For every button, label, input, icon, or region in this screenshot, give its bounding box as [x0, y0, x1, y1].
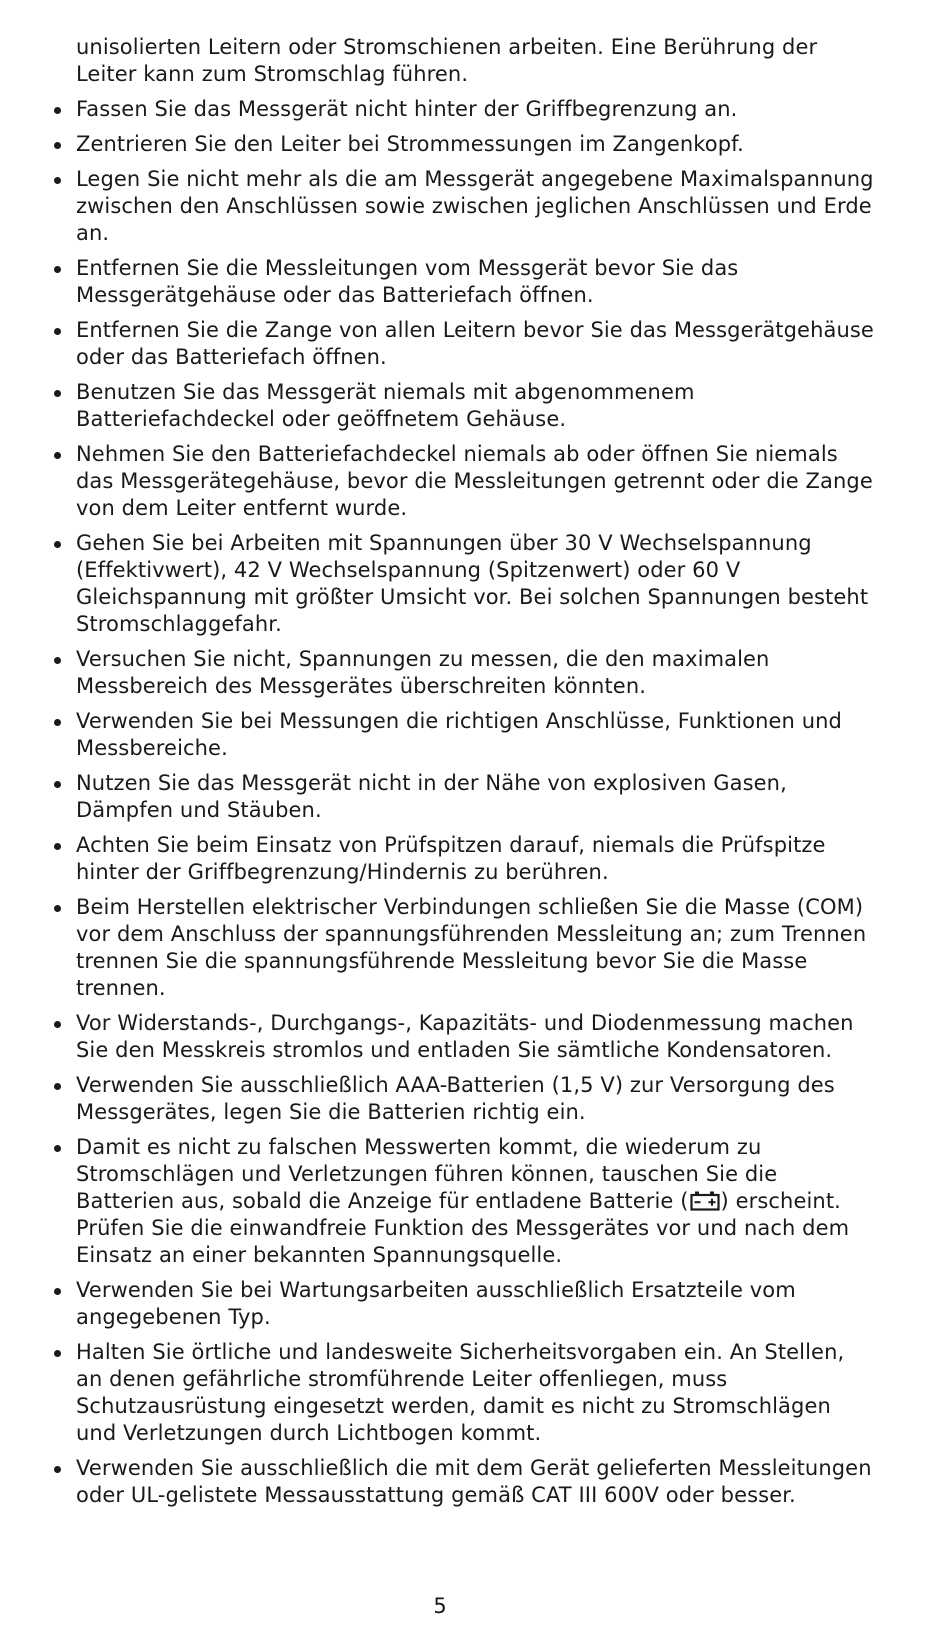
- list-item: Verwenden Sie bei Wartungsarbeiten ausschließlich Ersatzteile vom angegebenen Typ.: [76, 1277, 876, 1331]
- list-item: Versuchen Sie nicht, Spannungen zu messen, die den maximalen Messbereich des Messgerätes überschreiten könnten.: [76, 646, 876, 700]
- list-item: Gehen Sie bei Arbeiten mit Spannungen über 30 V Wechselspannung (Effektivwert), 42 V Wechselspannung (Spitzenwert) oder 60 V Gleichspannung mit größter Umsicht vor. Bei solchen Spannungen besteht Stromschlaggefahr.: [76, 530, 876, 638]
- bullet-icon: [54, 1466, 61, 1473]
- bullet-icon: [54, 781, 61, 788]
- list-item: Verwenden Sie ausschließlich die mit dem Gerät gelieferten Messleitungen oder UL-gelistete Messausstattung gemäß CAT III 600V oder besser.: [76, 1455, 876, 1509]
- bullet-icon: [54, 1145, 61, 1152]
- list-item: Verwenden Sie bei Messungen die richtigen Anschlüsse, Funktionen und Messbereiche.: [76, 708, 876, 762]
- battery-icon: [690, 1191, 720, 1211]
- list-item: Halten Sie örtliche und landesweite Sicherheitsvorgaben ein. An Stellen, an denen gefährliche stromführende Leiter offenliegen, muss Schutzausrüstung eingesetzt werden, damit es nicht zu Stromschlägen und Verletzungen durch Lichtbogen kommt.: [76, 1339, 876, 1447]
- list-item-battery: Damit es nicht zu falschen Messwerten kommt, die wiederum zu Stromschlägen und Verletzungen führen können, tauschen Sie die Batterien aus, sobald die Anzeige für entladene Batterie ( ) erscheint. Prüfen Sie die einwandfreie Funktion des Messgerätes vor und nach dem Einsatz an einer bekannten Spannungsquelle.: [76, 1134, 876, 1269]
- list-item: Vor Widerstands-, Durchgangs-, Kapazitäts- und Diodenmessung machen Sie den Messkreis stromlos und entladen Sie sämtliche Kondensatoren.: [76, 1010, 876, 1064]
- list-item: Entfernen Sie die Messleitungen vom Messgerät bevor Sie das Messgerätgehäuse oder das Batteriefach öffnen.: [76, 255, 876, 309]
- bullet-icon: [54, 266, 61, 273]
- bullet-icon: [54, 177, 61, 184]
- bullet-list: [76, 96, 876, 1509]
- list-item: Achten Sie beim Einsatz von Prüfspitzen darauf, niemals die Prüfspitze hinter der Griffbegrenzung/Hindernis zu berühren.: [76, 832, 876, 886]
- list-item: Legen Sie nicht mehr als die am Messgerät angegebene Maximalspannung zwischen den Anschlüssen sowie zwischen jeglichen Anschlüssen und Erde an.: [76, 166, 876, 247]
- list-item: Benutzen Sie das Messgerät niemals mit abgenommenem Batteriefachdeckel oder geöffnetem Gehäuse.: [76, 379, 876, 433]
- list-item: Entfernen Sie die Zange von allen Leitern bevor Sie das Messgerätgehäuse oder das Batteriefach öffnen.: [76, 317, 876, 371]
- bullet-icon: [54, 107, 61, 114]
- list-item: Fassen Sie das Messgerät nicht hinter der Griffbegrenzung an.: [76, 96, 876, 123]
- bullet-icon: [54, 390, 61, 397]
- bullet-icon: [54, 541, 61, 548]
- safety-instructions: [76, 34, 876, 1517]
- bullet-icon: [54, 843, 61, 850]
- bullet-icon: [54, 1350, 61, 1357]
- list-item: Verwenden Sie ausschließlich AAA-Batterien (1,5 V) zur Versorgung des Messgerätes, legen Sie die Batterien richtig ein.: [76, 1072, 876, 1126]
- bullet-icon: [54, 452, 61, 459]
- bullet-icon: [54, 1021, 61, 1028]
- list-item: Zentrieren Sie den Leiter bei Strommessungen im Zangenkopf.: [76, 131, 876, 158]
- bullet-icon: [54, 905, 61, 912]
- bullet-icon: [54, 328, 61, 335]
- bullet-icon: [54, 1083, 61, 1090]
- bullet-icon: [54, 142, 61, 149]
- bullet-icon: [54, 719, 61, 726]
- page-number: 5: [433, 1594, 447, 1618]
- list-item: Nehmen Sie den Batteriefachdeckel niemals ab oder öffnen Sie niemals das Messgerätegehäuse, bevor die Messleitungen getrennt oder die Zange von dem Leiter entfernt wurde.: [76, 441, 876, 522]
- bullet-icon: [54, 1288, 61, 1295]
- continuation-paragraph: unisolierten Leitern oder Stromschienen arbeiten. Eine Berührung der Leiter kann zum Stromschlag führen.: [76, 35, 818, 86]
- bullet-icon: [54, 657, 61, 664]
- list-item: Nutzen Sie das Messgerät nicht in der Nähe von explosiven Gasen, Dämpfen und Stäuben.: [76, 770, 876, 824]
- list-item: Beim Herstellen elektrischer Verbindungen schließen Sie die Masse (COM) vor dem Anschluss der spannungsführenden Messleitung an; zum Trennen trennen Sie die spannungsführende Messleitung bevor Sie die Masse trennen.: [76, 894, 876, 1002]
